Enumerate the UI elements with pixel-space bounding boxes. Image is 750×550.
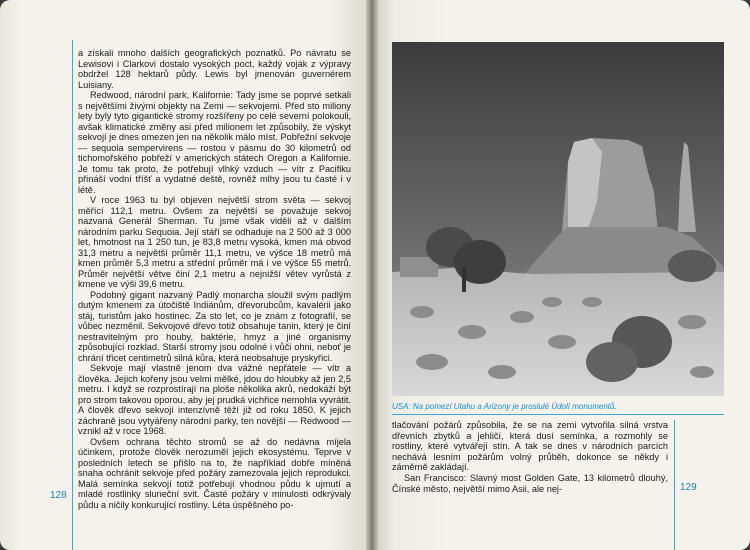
paragraph: tlačování požárů způsobila, že se na zemi vytvořila silná vrstva dřevních zbytků a jehličí, která dusí semínka, a rozmohly se rostliny, které vytvářejí stín. A tak se dnes v národních parcích nechává lesním požárům volný průběh, dokonce se někdy i záměrně zakládají. [392,420,668,473]
right-page-number: 129 [680,482,697,493]
photo-image [392,42,724,396]
photo-caption: USA: Na pomezí Utahu a Arizony je proslulé Údolí monumentů. [392,402,617,411]
paragraph: Redwood, národní park, Kalifornie: Tady jsme se poprvé setkali s největšími živými objekty na Zemi — sekvojemi. Před sto miliony lety byly tyto gigantické stromy rozšířeny po celé severní polokouli, avšak klimatické změny asi před milionem let způsobily, že výskyt sekvojí je dnes omezen jen na několik málo míst. Pobřežní sekvoje — sequoia sempervirens — rostou v pásmu do 30 kilometrů od tichomořského pobřeží v amerických státech Oregon a Kalifornie. Je tomu tak proto, že potřebují vlhký vzduch — vítr z Pacifiku přináší vodní tříšť a vydatné deště, rovněž mlhy jsou tu časté i v létě. [78,90,351,195]
paragraph: V roce 1963 tu byl objeven největší strom světa — sekvoj měřící 112,1 metru. Ovšem za největší se považuje sekvoj nazvaná Generál Sherman. Tu jsme však viděli až v dalším národním parku Sequoia. Její stáří se odhaduje na 2 500 až 3 000 let, hmotnost na 1 250 tun, je 83,8 metru vysoká, kmen má obvod 31,3 metru a největší průměr 11,1 metru, ve výšce 18 metrů má kmen průměr 5,3 metru a střední průměr má i ve výšce 55 metrů. Průměr největší větve činí 2,1 metru a nejnižší větev vyrůstá z kmene ve výši 39,6 metru. [78,195,351,289]
paragraph: a získali mnoho dalších geografických poznatků. Po návratu se Lewisovi i Clarkovi dostalo vysokých poct, každý voják z výpravy obdržel 128 hektarů půdy. Lewis byl jmenován guvernérem Luisiany. [78,48,351,90]
book-gutter [366,0,378,550]
paragraph: San Francisco: Slavný most Golden Gate, 13 kilometrů dlouhý, Čínské město, největší mimo Asii, ale nej- [392,472,668,494]
paragraph: Ovšem ochrana těchto stromů se až do nedávna míjela účinkem, protože člověk nerozuměl jejich ekosystému. Teprve v posledních letech se přišlo na to, že například dobře míněná snaha ochránit sekvoje před požáry zamezovala jejich reprodukci. Malá semínka sekvojí totiž potřebují vhodnou půdu k ujmutí a mladé rostlinky sluneční svit. Časté požáry v minulosti odkrývaly půdu a ničily konkurující rostliny. Léta úspěšného po- [78,436,351,510]
left-margin-rule [72,40,73,550]
caption-rule [392,414,724,415]
paragraph: Sekvoje mají vlastně jenom dva vážné nepřátele — vítr a člověka. Jejich kořeny jsou velmi mělké, jdou do hloubky až jen 2,5 metru. I když se rozprostírají na ploše několika akrů, nedokáží být pro strom takovou oporou, aby jej prudká vichřice nemohla vyvrátit. A člověk dřevo sekvojí intenzívně těží již od roku 1850. K jejich záchraně jsou vytyářeny národní parky, ten novější — Redwood — vznikl až v roce 1968. [78,363,351,436]
right-margin-rule [674,420,675,550]
paragraph: Podobný gigant nazvaný Padlý monarcha sloužil svým padlým dutým kmenem za útočiště Indiánům, dřevorubcům, kavalérii jako stáj, turistům jako hostinec. Za sto let, co je znám z fotografií, se vůbec nezměnil. Sekvojové dřevo totiž obsahuje tanin, který je činí nestravitelným pro houby, baktérie, hmyz a jiné organismy způsobující rozklad. Starší stromy jsou odolné i vůči ohni, neboť je chrání třicet centimetrů silná kůra, která neobsahuje pryskyřici. [78,289,351,363]
right-page-text [392,420,668,494]
left-page-number: 128 [50,490,67,501]
monument-valley-photo [392,42,724,396]
left-page-text [78,48,351,510]
